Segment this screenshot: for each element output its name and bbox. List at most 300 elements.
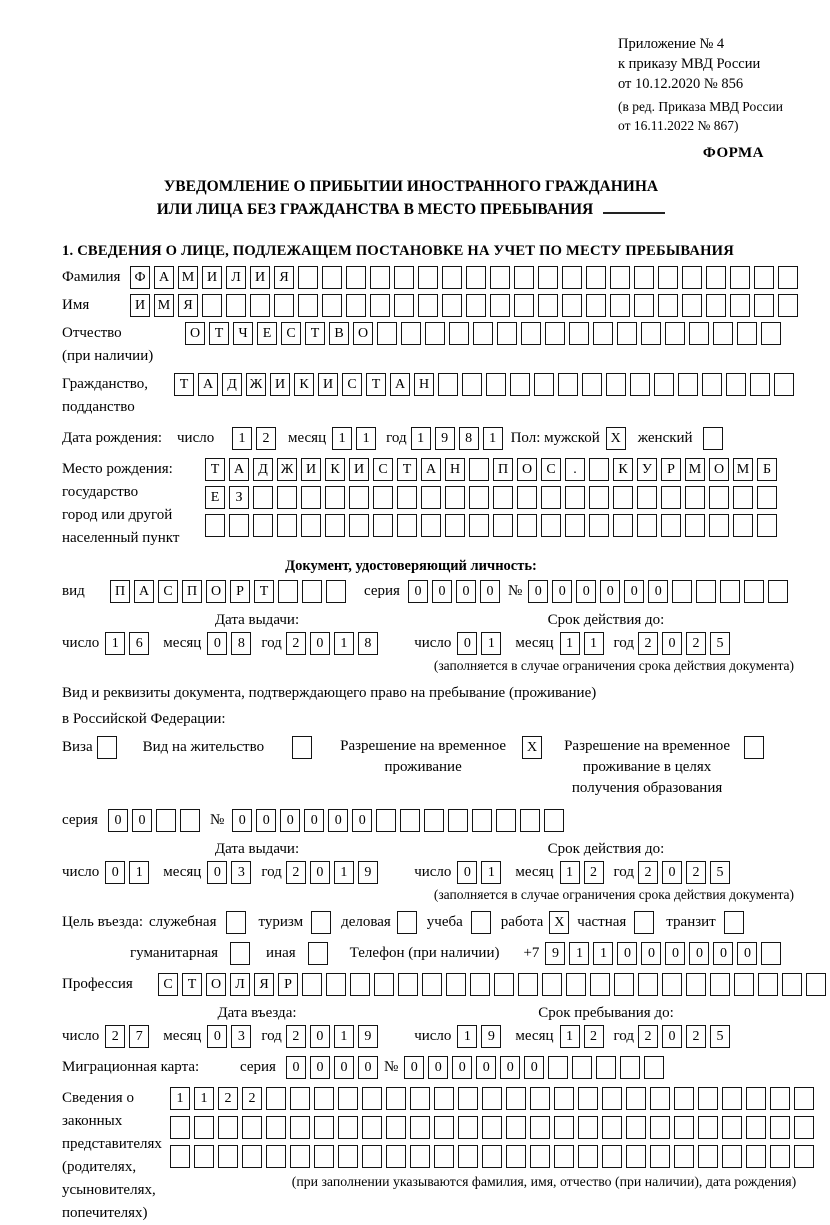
char-cell[interactable] bbox=[554, 1087, 574, 1110]
char-cell[interactable] bbox=[542, 973, 562, 996]
char-cell[interactable] bbox=[754, 294, 774, 317]
char-cell[interactable] bbox=[314, 1145, 334, 1168]
char-cell[interactable] bbox=[410, 1145, 430, 1168]
char-cell[interactable] bbox=[290, 1145, 310, 1168]
char-cell[interactable]: Т bbox=[397, 458, 417, 481]
char-cell[interactable] bbox=[661, 486, 681, 509]
char-cell[interactable] bbox=[582, 373, 602, 396]
char-cell[interactable]: 0 bbox=[665, 942, 685, 965]
char-cell[interactable] bbox=[292, 736, 312, 759]
char-cell[interactable]: 1 bbox=[457, 1025, 477, 1048]
char-cell[interactable] bbox=[566, 973, 586, 996]
char-cell[interactable]: 1 bbox=[105, 632, 125, 655]
char-cell[interactable] bbox=[394, 294, 414, 317]
char-cell[interactable] bbox=[548, 1056, 568, 1079]
char-cell[interactable] bbox=[97, 736, 117, 759]
char-cell[interactable] bbox=[346, 294, 366, 317]
char-cell[interactable] bbox=[586, 266, 606, 289]
char-cell[interactable] bbox=[637, 486, 657, 509]
char-cell[interactable]: 2 bbox=[638, 861, 658, 884]
char-cell[interactable] bbox=[156, 809, 176, 832]
char-cell[interactable] bbox=[730, 266, 750, 289]
char-cell[interactable] bbox=[730, 294, 750, 317]
char-cell[interactable] bbox=[362, 1116, 382, 1139]
char-cell[interactable]: 2 bbox=[286, 861, 306, 884]
char-cell[interactable] bbox=[754, 266, 774, 289]
char-cell[interactable] bbox=[242, 1116, 262, 1139]
char-cell[interactable]: П bbox=[110, 580, 130, 603]
char-cell[interactable]: 1 bbox=[194, 1087, 214, 1110]
char-cell[interactable] bbox=[376, 809, 396, 832]
char-cell[interactable]: 9 bbox=[481, 1025, 501, 1048]
char-cell[interactable] bbox=[658, 266, 678, 289]
char-cell[interactable] bbox=[266, 1087, 286, 1110]
char-cell[interactable] bbox=[472, 809, 492, 832]
char-cell[interactable] bbox=[438, 373, 458, 396]
char-cell[interactable]: Н bbox=[414, 373, 434, 396]
char-cell[interactable]: С bbox=[373, 458, 393, 481]
char-cell[interactable] bbox=[634, 911, 654, 934]
char-cell[interactable] bbox=[302, 973, 322, 996]
char-cell[interactable] bbox=[710, 973, 730, 996]
char-cell[interactable] bbox=[590, 973, 610, 996]
char-cell[interactable] bbox=[565, 486, 585, 509]
char-cell[interactable] bbox=[229, 514, 249, 537]
char-cell[interactable] bbox=[449, 322, 469, 345]
char-cell[interactable] bbox=[418, 266, 438, 289]
char-cell[interactable]: И bbox=[318, 373, 338, 396]
char-cell[interactable] bbox=[778, 294, 798, 317]
char-cell[interactable] bbox=[626, 1087, 646, 1110]
char-cell[interactable]: 0 bbox=[528, 580, 548, 603]
char-cell[interactable]: 1 bbox=[356, 427, 376, 450]
char-cell[interactable] bbox=[290, 1087, 310, 1110]
char-cell[interactable] bbox=[578, 1087, 598, 1110]
char-cell[interactable]: 0 bbox=[648, 580, 668, 603]
char-cell[interactable]: Ч bbox=[233, 322, 253, 345]
char-cell[interactable]: Б bbox=[757, 458, 777, 481]
char-cell[interactable]: И bbox=[270, 373, 290, 396]
char-cell[interactable] bbox=[674, 1087, 694, 1110]
char-cell[interactable] bbox=[794, 1116, 814, 1139]
char-cell[interactable] bbox=[194, 1145, 214, 1168]
char-cell[interactable]: 0 bbox=[737, 942, 757, 965]
char-cell[interactable] bbox=[401, 322, 421, 345]
char-cell[interactable] bbox=[722, 1116, 742, 1139]
char-cell[interactable]: 0 bbox=[524, 1056, 544, 1079]
char-cell[interactable]: 1 bbox=[481, 632, 501, 655]
char-cell[interactable] bbox=[242, 1145, 262, 1168]
char-cell[interactable] bbox=[665, 322, 685, 345]
char-cell[interactable] bbox=[696, 580, 716, 603]
char-cell[interactable] bbox=[298, 294, 318, 317]
char-cell[interactable] bbox=[578, 1116, 598, 1139]
char-cell[interactable] bbox=[370, 266, 390, 289]
char-cell[interactable]: М bbox=[685, 458, 705, 481]
char-cell[interactable] bbox=[434, 1116, 454, 1139]
char-cell[interactable]: 0 bbox=[328, 809, 348, 832]
char-cell[interactable]: 0 bbox=[280, 809, 300, 832]
char-cell[interactable] bbox=[421, 514, 441, 537]
char-cell[interactable]: 0 bbox=[500, 1056, 520, 1079]
char-cell[interactable]: С bbox=[541, 458, 561, 481]
char-cell[interactable] bbox=[720, 580, 740, 603]
char-cell[interactable] bbox=[397, 514, 417, 537]
char-cell[interactable] bbox=[469, 486, 489, 509]
char-cell[interactable]: 0 bbox=[689, 942, 709, 965]
char-cell[interactable] bbox=[778, 266, 798, 289]
char-cell[interactable]: 0 bbox=[624, 580, 644, 603]
char-cell[interactable] bbox=[482, 1145, 502, 1168]
char-cell[interactable] bbox=[470, 973, 490, 996]
char-cell[interactable]: 2 bbox=[686, 861, 706, 884]
char-cell[interactable]: Т bbox=[174, 373, 194, 396]
char-cell[interactable] bbox=[494, 973, 514, 996]
char-cell[interactable]: 1 bbox=[560, 1025, 580, 1048]
char-cell[interactable] bbox=[674, 1116, 694, 1139]
char-cell[interactable]: Т bbox=[209, 322, 229, 345]
char-cell[interactable]: О bbox=[709, 458, 729, 481]
char-cell[interactable]: И bbox=[250, 266, 270, 289]
char-cell[interactable] bbox=[398, 973, 418, 996]
char-cell[interactable] bbox=[362, 1087, 382, 1110]
char-cell[interactable] bbox=[794, 1087, 814, 1110]
char-cell[interactable] bbox=[661, 514, 681, 537]
char-cell[interactable] bbox=[517, 486, 537, 509]
char-cell[interactable]: X bbox=[522, 736, 542, 759]
char-cell[interactable] bbox=[514, 294, 534, 317]
char-cell[interactable] bbox=[349, 486, 369, 509]
char-cell[interactable]: 0 bbox=[713, 942, 733, 965]
char-cell[interactable] bbox=[442, 294, 462, 317]
char-cell[interactable] bbox=[698, 1116, 718, 1139]
char-cell[interactable] bbox=[338, 1116, 358, 1139]
char-cell[interactable] bbox=[490, 266, 510, 289]
char-cell[interactable] bbox=[674, 1145, 694, 1168]
char-cell[interactable]: 0 bbox=[457, 632, 477, 655]
char-cell[interactable] bbox=[698, 1087, 718, 1110]
char-cell[interactable]: А bbox=[421, 458, 441, 481]
char-cell[interactable]: А bbox=[154, 266, 174, 289]
char-cell[interactable] bbox=[458, 1087, 478, 1110]
char-cell[interactable] bbox=[349, 514, 369, 537]
char-cell[interactable] bbox=[703, 427, 723, 450]
char-cell[interactable]: 2 bbox=[218, 1087, 238, 1110]
char-cell[interactable]: Т bbox=[254, 580, 274, 603]
char-cell[interactable]: М bbox=[178, 266, 198, 289]
char-cell[interactable] bbox=[617, 322, 637, 345]
char-cell[interactable] bbox=[325, 486, 345, 509]
char-cell[interactable] bbox=[638, 973, 658, 996]
char-cell[interactable]: Т bbox=[366, 373, 386, 396]
char-cell[interactable]: 0 bbox=[310, 1056, 330, 1079]
char-cell[interactable]: 1 bbox=[569, 942, 589, 965]
char-cell[interactable]: О bbox=[353, 322, 373, 345]
char-cell[interactable] bbox=[589, 486, 609, 509]
char-cell[interactable] bbox=[471, 911, 491, 934]
char-cell[interactable]: Ж bbox=[246, 373, 266, 396]
char-cell[interactable] bbox=[589, 514, 609, 537]
char-cell[interactable] bbox=[226, 911, 246, 934]
char-cell[interactable]: 0 bbox=[428, 1056, 448, 1079]
char-cell[interactable] bbox=[689, 322, 709, 345]
char-cell[interactable] bbox=[682, 266, 702, 289]
char-cell[interactable] bbox=[445, 514, 465, 537]
char-cell[interactable]: И bbox=[349, 458, 369, 481]
char-cell[interactable] bbox=[641, 322, 661, 345]
char-cell[interactable] bbox=[709, 514, 729, 537]
char-cell[interactable] bbox=[637, 514, 657, 537]
char-cell[interactable] bbox=[253, 486, 273, 509]
char-cell[interactable] bbox=[442, 266, 462, 289]
char-cell[interactable] bbox=[678, 373, 698, 396]
char-cell[interactable]: X bbox=[606, 427, 626, 450]
char-cell[interactable]: 1 bbox=[560, 861, 580, 884]
char-cell[interactable]: А bbox=[198, 373, 218, 396]
char-cell[interactable] bbox=[520, 809, 540, 832]
char-cell[interactable] bbox=[644, 1056, 664, 1079]
char-cell[interactable] bbox=[596, 1056, 616, 1079]
char-cell[interactable]: Ж bbox=[277, 458, 297, 481]
char-cell[interactable] bbox=[768, 580, 788, 603]
char-cell[interactable] bbox=[521, 322, 541, 345]
char-cell[interactable]: П bbox=[493, 458, 513, 481]
char-cell[interactable] bbox=[602, 1087, 622, 1110]
char-cell[interactable]: Р bbox=[230, 580, 250, 603]
char-cell[interactable] bbox=[662, 973, 682, 996]
char-cell[interactable] bbox=[506, 1116, 526, 1139]
char-cell[interactable] bbox=[473, 322, 493, 345]
char-cell[interactable] bbox=[424, 809, 444, 832]
char-cell[interactable] bbox=[466, 294, 486, 317]
char-cell[interactable]: К bbox=[613, 458, 633, 481]
char-cell[interactable] bbox=[170, 1116, 190, 1139]
char-cell[interactable] bbox=[338, 1087, 358, 1110]
char-cell[interactable]: 0 bbox=[480, 580, 500, 603]
char-cell[interactable] bbox=[613, 486, 633, 509]
char-cell[interactable] bbox=[311, 911, 331, 934]
char-cell[interactable]: 0 bbox=[641, 942, 661, 965]
char-cell[interactable] bbox=[538, 294, 558, 317]
char-cell[interactable] bbox=[744, 736, 764, 759]
char-cell[interactable] bbox=[770, 1116, 790, 1139]
char-cell[interactable]: 0 bbox=[576, 580, 596, 603]
char-cell[interactable]: 0 bbox=[310, 861, 330, 884]
char-cell[interactable] bbox=[506, 1145, 526, 1168]
char-cell[interactable]: С bbox=[158, 973, 178, 996]
char-cell[interactable]: М bbox=[733, 458, 753, 481]
char-cell[interactable]: 5 bbox=[710, 632, 730, 655]
char-cell[interactable] bbox=[614, 973, 634, 996]
char-cell[interactable]: А bbox=[229, 458, 249, 481]
char-cell[interactable]: 9 bbox=[358, 1025, 378, 1048]
char-cell[interactable]: 0 bbox=[108, 809, 128, 832]
char-cell[interactable] bbox=[322, 294, 342, 317]
char-cell[interactable]: 0 bbox=[105, 861, 125, 884]
char-cell[interactable] bbox=[458, 1116, 478, 1139]
char-cell[interactable] bbox=[782, 973, 802, 996]
char-cell[interactable] bbox=[706, 294, 726, 317]
char-cell[interactable]: Р bbox=[278, 973, 298, 996]
char-cell[interactable] bbox=[554, 1116, 574, 1139]
char-cell[interactable] bbox=[613, 514, 633, 537]
char-cell[interactable] bbox=[630, 373, 650, 396]
char-cell[interactable]: 2 bbox=[242, 1087, 262, 1110]
char-cell[interactable] bbox=[397, 911, 417, 934]
char-cell[interactable] bbox=[493, 514, 513, 537]
char-cell[interactable] bbox=[562, 266, 582, 289]
char-cell[interactable] bbox=[277, 514, 297, 537]
char-cell[interactable]: У bbox=[637, 458, 657, 481]
char-cell[interactable] bbox=[530, 1116, 550, 1139]
char-cell[interactable]: 9 bbox=[435, 427, 455, 450]
char-cell[interactable] bbox=[434, 1087, 454, 1110]
char-cell[interactable] bbox=[794, 1145, 814, 1168]
char-cell[interactable] bbox=[770, 1145, 790, 1168]
char-cell[interactable]: 2 bbox=[686, 1025, 706, 1048]
char-cell[interactable] bbox=[325, 514, 345, 537]
char-cell[interactable] bbox=[446, 973, 466, 996]
char-cell[interactable] bbox=[422, 973, 442, 996]
char-cell[interactable] bbox=[194, 1116, 214, 1139]
char-cell[interactable]: К bbox=[294, 373, 314, 396]
char-cell[interactable]: 1 bbox=[334, 1025, 354, 1048]
char-cell[interactable] bbox=[497, 322, 517, 345]
char-cell[interactable]: Т bbox=[305, 322, 325, 345]
char-cell[interactable]: З bbox=[229, 486, 249, 509]
char-cell[interactable] bbox=[734, 973, 754, 996]
char-cell[interactable] bbox=[650, 1087, 670, 1110]
char-cell[interactable]: 1 bbox=[332, 427, 352, 450]
char-cell[interactable] bbox=[314, 1116, 334, 1139]
char-cell[interactable] bbox=[562, 294, 582, 317]
char-cell[interactable]: Е bbox=[257, 322, 277, 345]
char-cell[interactable]: Т bbox=[205, 458, 225, 481]
char-cell[interactable] bbox=[541, 486, 561, 509]
char-cell[interactable]: 0 bbox=[662, 632, 682, 655]
char-cell[interactable]: 0 bbox=[256, 809, 276, 832]
char-cell[interactable]: 0 bbox=[207, 632, 227, 655]
char-cell[interactable] bbox=[218, 1145, 238, 1168]
char-cell[interactable]: 0 bbox=[456, 580, 476, 603]
char-cell[interactable] bbox=[589, 458, 609, 481]
char-cell[interactable]: Т bbox=[182, 973, 202, 996]
char-cell[interactable]: А bbox=[390, 373, 410, 396]
char-cell[interactable] bbox=[534, 373, 554, 396]
char-cell[interactable] bbox=[510, 373, 530, 396]
char-cell[interactable] bbox=[250, 294, 270, 317]
char-cell[interactable]: Я bbox=[274, 266, 294, 289]
char-cell[interactable]: 1 bbox=[481, 861, 501, 884]
char-cell[interactable] bbox=[545, 322, 565, 345]
char-cell[interactable] bbox=[226, 294, 246, 317]
char-cell[interactable] bbox=[170, 1145, 190, 1168]
char-cell[interactable] bbox=[326, 973, 346, 996]
char-cell[interactable] bbox=[466, 266, 486, 289]
char-cell[interactable]: П bbox=[182, 580, 202, 603]
char-cell[interactable] bbox=[758, 973, 778, 996]
char-cell[interactable]: 0 bbox=[457, 861, 477, 884]
char-cell[interactable]: Р bbox=[661, 458, 681, 481]
char-cell[interactable]: И bbox=[301, 458, 321, 481]
char-cell[interactable]: 1 bbox=[232, 427, 252, 450]
char-cell[interactable] bbox=[514, 266, 534, 289]
char-cell[interactable] bbox=[565, 514, 585, 537]
char-cell[interactable] bbox=[672, 580, 692, 603]
char-cell[interactable]: Ф bbox=[130, 266, 150, 289]
char-cell[interactable]: О bbox=[206, 973, 226, 996]
char-cell[interactable]: 0 bbox=[617, 942, 637, 965]
char-cell[interactable]: 2 bbox=[584, 861, 604, 884]
char-cell[interactable]: 0 bbox=[662, 861, 682, 884]
char-cell[interactable]: 0 bbox=[662, 1025, 682, 1048]
char-cell[interactable] bbox=[572, 1056, 592, 1079]
char-cell[interactable] bbox=[770, 1087, 790, 1110]
char-cell[interactable]: 9 bbox=[545, 942, 565, 965]
char-cell[interactable]: 1 bbox=[593, 942, 613, 965]
char-cell[interactable] bbox=[301, 514, 321, 537]
char-cell[interactable] bbox=[774, 373, 794, 396]
char-cell[interactable]: Л bbox=[226, 266, 246, 289]
char-cell[interactable] bbox=[458, 1145, 478, 1168]
char-cell[interactable] bbox=[506, 1087, 526, 1110]
char-cell[interactable] bbox=[698, 1145, 718, 1168]
char-cell[interactable]: Д bbox=[222, 373, 242, 396]
char-cell[interactable] bbox=[493, 486, 513, 509]
char-cell[interactable]: 1 bbox=[334, 861, 354, 884]
char-cell[interactable] bbox=[538, 266, 558, 289]
char-cell[interactable] bbox=[702, 373, 722, 396]
char-cell[interactable]: 0 bbox=[232, 809, 252, 832]
char-cell[interactable] bbox=[746, 1116, 766, 1139]
char-cell[interactable] bbox=[205, 514, 225, 537]
char-cell[interactable]: 0 bbox=[310, 632, 330, 655]
char-cell[interactable] bbox=[346, 266, 366, 289]
char-cell[interactable] bbox=[278, 580, 298, 603]
char-cell[interactable]: Д bbox=[253, 458, 273, 481]
char-cell[interactable] bbox=[658, 294, 678, 317]
char-cell[interactable] bbox=[410, 1116, 430, 1139]
char-cell[interactable] bbox=[322, 266, 342, 289]
char-cell[interactable]: 0 bbox=[352, 809, 372, 832]
char-cell[interactable]: 0 bbox=[334, 1056, 354, 1079]
char-cell[interactable]: И bbox=[130, 294, 150, 317]
char-cell[interactable]: С bbox=[342, 373, 362, 396]
char-cell[interactable] bbox=[373, 514, 393, 537]
char-cell[interactable] bbox=[448, 809, 468, 832]
char-cell[interactable]: Л bbox=[230, 973, 250, 996]
char-cell[interactable] bbox=[746, 1145, 766, 1168]
char-cell[interactable] bbox=[496, 809, 516, 832]
char-cell[interactable] bbox=[620, 1056, 640, 1079]
char-cell[interactable]: Е bbox=[205, 486, 225, 509]
char-cell[interactable] bbox=[517, 514, 537, 537]
char-cell[interactable]: 0 bbox=[304, 809, 324, 832]
char-cell[interactable]: А bbox=[134, 580, 154, 603]
char-cell[interactable] bbox=[445, 486, 465, 509]
char-cell[interactable]: 8 bbox=[231, 632, 251, 655]
char-cell[interactable] bbox=[530, 1145, 550, 1168]
char-cell[interactable] bbox=[386, 1087, 406, 1110]
char-cell[interactable] bbox=[682, 294, 702, 317]
char-cell[interactable] bbox=[626, 1116, 646, 1139]
char-cell[interactable] bbox=[410, 1087, 430, 1110]
char-cell[interactable]: 8 bbox=[459, 427, 479, 450]
char-cell[interactable]: 7 bbox=[129, 1025, 149, 1048]
char-cell[interactable]: 9 bbox=[358, 861, 378, 884]
char-cell[interactable] bbox=[761, 942, 781, 965]
char-cell[interactable] bbox=[685, 486, 705, 509]
